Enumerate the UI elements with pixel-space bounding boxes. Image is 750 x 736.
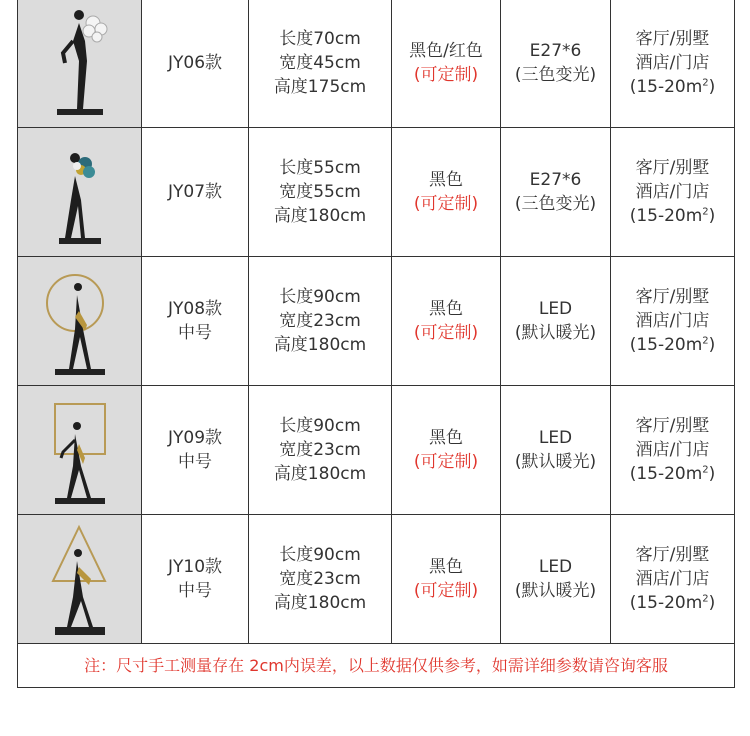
place-cell: 客厅/别墅 酒店/门店 $(15-20m^2)$ [611, 0, 735, 128]
light-cell: LED (默认暖光) [501, 515, 611, 644]
size-cell: 长度55cm 宽度55cm 高度180cm [249, 128, 392, 257]
product-image [18, 515, 142, 644]
color-cell: 黑色 (可定制) [392, 386, 501, 515]
product-spec-table [17, 0, 734, 688]
model-cell: JY10款 中号 [142, 515, 249, 644]
size-cell: 长度90cm 宽度23cm 高度180cm [249, 515, 392, 644]
size-cell: 长度70cm 宽度45cm 高度175cm [249, 0, 392, 128]
model-cell: JY07款 [142, 128, 249, 257]
sculpture-lamp-globes-icon [35, 1, 125, 125]
light-cell: E27*6 (三色变光) [501, 128, 611, 257]
color-cell: 黑色 (可定制) [392, 257, 501, 386]
table-row [18, 257, 735, 386]
place-cell: 客厅/别墅 酒店/门店 $(15-20m^2)$ [611, 386, 735, 515]
sculpture-lamp-square-icon [35, 388, 125, 512]
sculpture-lamp-triangle-icon [35, 517, 125, 641]
disclaimer-note: 注：尺寸手工测量存在 2cm内误差，以上数据仅供参考，如需详细参数请咨询客服 [18, 644, 735, 688]
product-image [18, 128, 142, 257]
color-cell: 黑色 (可定制) [392, 128, 501, 257]
table-row [18, 386, 735, 515]
size-cell: 长度90cm 宽度23cm 高度180cm [249, 257, 392, 386]
light-cell: E27*6 (三色变光) [501, 0, 611, 128]
product-image [18, 386, 142, 515]
table-row [18, 0, 735, 128]
size-cell: 长度90cm 宽度23cm 高度180cm [249, 386, 392, 515]
product-image [18, 0, 142, 128]
model-cell: JY06款 [142, 0, 249, 128]
model-cell: JY08款 中号 [142, 257, 249, 386]
sculpture-lamp-ring-icon [35, 259, 125, 383]
table-row [18, 515, 735, 644]
model-cell: JY09款 中号 [142, 386, 249, 515]
sculpture-lamp-globes-icon [35, 130, 125, 254]
place-cell: 客厅/别墅 酒店/门店 $(15-20m^2)$ [611, 257, 735, 386]
color-cell: 黑色/红色 (可定制) [392, 0, 501, 128]
color-cell: 黑色 (可定制) [392, 515, 501, 644]
light-cell: LED (默认暖光) [501, 386, 611, 515]
place-cell: 客厅/别墅 酒店/门店 $(15-20m^2)$ [611, 128, 735, 257]
table-row [18, 128, 735, 257]
note-row [18, 644, 735, 688]
product-image [18, 257, 142, 386]
place-cell: 客厅/别墅 酒店/门店 $(15-20m^2)$ [611, 515, 735, 644]
light-cell: LED (默认暖光) [501, 257, 611, 386]
